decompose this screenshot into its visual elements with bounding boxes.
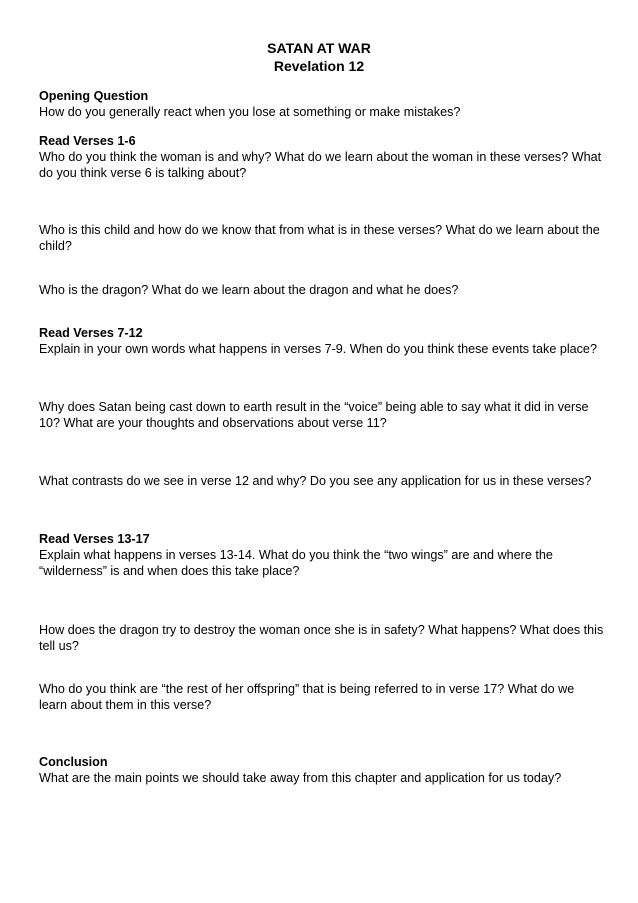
section2-block [39,325,604,357]
section2-q3-block [39,473,604,489]
section2-question-3: What contrasts do we see in verse 12 and why? Do you see any application for us in these verses? [39,474,592,488]
conclusion-heading: Conclusion [39,755,108,769]
section2-heading: Read Verses 7-12 [39,326,143,340]
opening-question: How do you generally react when you lose at something or make mistakes? [39,105,461,119]
section1-q2-block [39,222,604,254]
section1-question-1: Who do you think the woman is and why? What do we learn about the woman in these verses? What do you think verse 6 is talking about? [39,150,602,180]
section1-q3-block [39,282,604,298]
opening-section [39,88,604,120]
conclusion-section [39,754,604,786]
document-title: SATAN AT WAR [267,40,371,56]
section2-q2-block [39,399,604,431]
section3-q3-block [39,681,604,713]
document-subtitle: Revelation 12 [273,58,365,74]
section2-question-2: Why does Satan being cast down to earth result in the “voice” being able to say what it did in verse 10? What are your thoughts and observations about verse 11? [39,400,589,430]
section2-question-1: Explain in your own words what happens in verses 7-9. When do you think these events take place? [39,342,597,356]
conclusion-question: What are the main points we should take away from this chapter and application for us today? [39,771,562,785]
section1-question-2: Who is this child and how do we know that from what is in these verses? What do we learn about the child? [39,223,600,253]
opening-heading: Opening Question [39,89,149,103]
section1-question-3: Who is the dragon? What do we learn about the dragon and what he does? [39,283,459,297]
section3-heading: Read Verses 13-17 [39,532,150,546]
section3-question-3: Who do you think are “the rest of her offspring” that is being referred to in verse 17? What do we learn about them in this verse? [39,682,575,712]
section1-heading: Read Verses 1-6 [39,134,136,148]
section3-q2-block [39,622,604,654]
section1-block [39,133,604,181]
section3-question-2: How does the dragon try to destroy the woman once she is in safety? What happens? What does this tell us? [39,623,604,653]
section3-question-1: Explain what happens in verses 13-14. What do you think the “two wings” are and where the “wilderness” is and when does this take place? [39,548,553,578]
section3-block [39,531,604,579]
